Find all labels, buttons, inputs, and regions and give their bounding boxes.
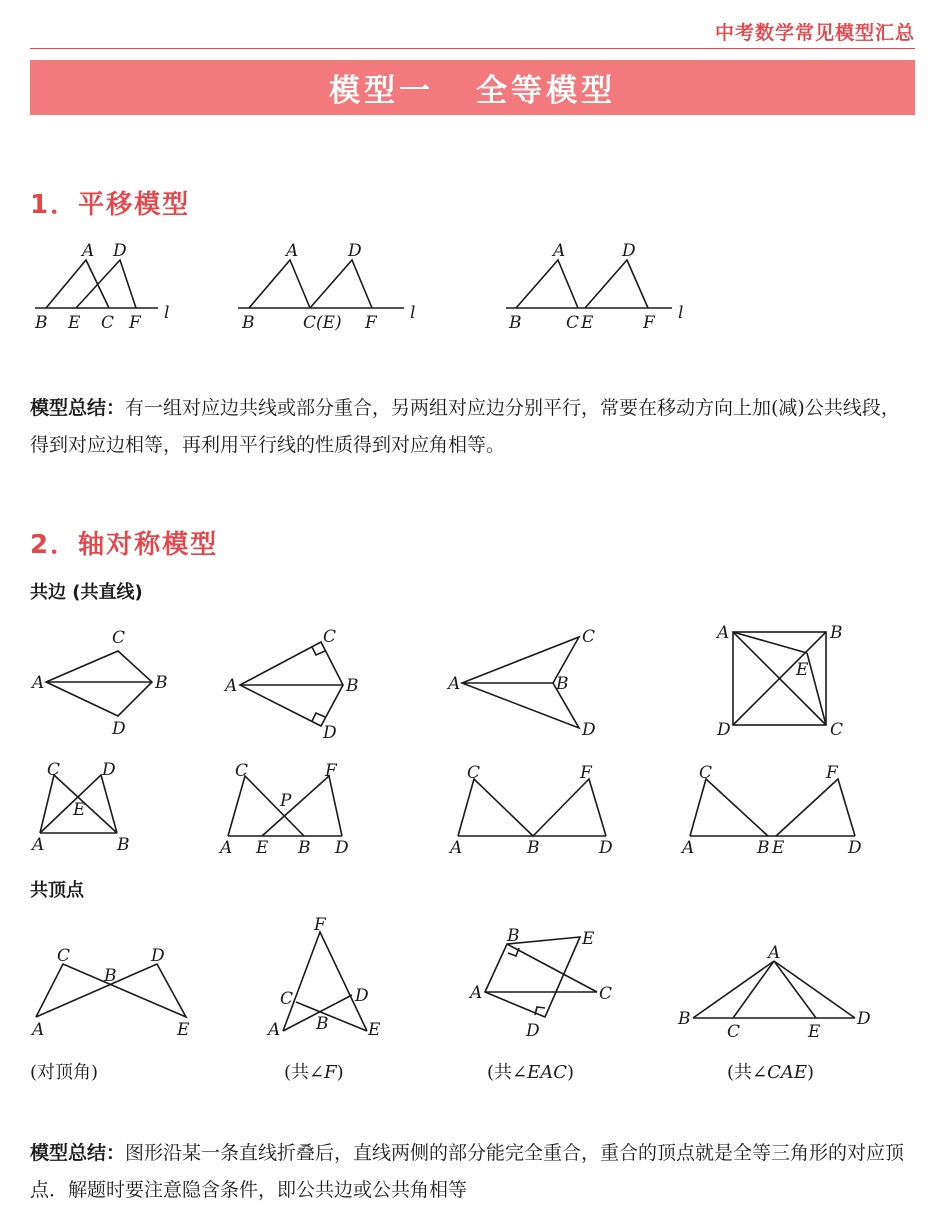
label-A: A <box>32 835 45 855</box>
label-D: D <box>622 241 636 261</box>
label-C: C <box>47 760 61 780</box>
label-A: A <box>225 676 238 696</box>
label-C: C <box>582 627 596 647</box>
label-A: A <box>553 241 566 261</box>
m-shape-figure <box>448 763 613 858</box>
label-F: F <box>325 761 337 781</box>
label-A: A <box>220 838 233 858</box>
kite-figure <box>30 628 168 739</box>
axial-summary <box>30 1135 915 1209</box>
label-C: C <box>599 984 613 1004</box>
label-D: D <box>348 241 362 261</box>
overlap-p-figure <box>218 761 349 858</box>
label-B: B <box>242 313 255 333</box>
banner-model-name: 全等模型 <box>476 73 616 109</box>
label-B: B <box>155 673 168 693</box>
label-A: A <box>286 241 299 261</box>
crossing-triangles-figure <box>30 760 130 855</box>
label-E: E <box>368 1020 381 1040</box>
common-angle-eac-figure <box>468 926 612 1041</box>
label-C: C <box>727 1022 741 1042</box>
label-A: A <box>450 838 463 858</box>
summary-label: 模型总结： <box>30 1142 126 1164</box>
summary-text: 有一组对应边共线或部分重合，另两组对应边分别平行，常要在移动方向上加(减)公共线段，得到对应边相等，再利用平行线的性质得到对应角相等。 <box>30 397 900 456</box>
label-C: C <box>699 763 713 783</box>
label-D: D <box>582 720 596 740</box>
label-l: l <box>678 303 684 323</box>
square-figure <box>715 623 843 740</box>
dart-figure <box>446 627 596 740</box>
label-B: B <box>117 835 130 855</box>
label-F: F <box>643 313 655 333</box>
translation-figure-overlap <box>34 241 169 333</box>
label-E: E <box>772 838 785 858</box>
label-C: C <box>566 313 580 333</box>
label-C: C <box>101 313 115 333</box>
header-title: 中考数学常见模型汇总 <box>714 22 915 44</box>
label-E: E <box>808 1022 821 1042</box>
label-E: E <box>256 838 269 858</box>
sub-label-common-side: 共边 (共直线) <box>30 582 143 603</box>
vertical-angles-figure <box>30 946 190 1040</box>
summary-text: 图形沿某一条直线折叠后，直线两侧的部分能完全重合，重合的顶点就是全等三角形的对应顶点．解题时要注意隐含条件，即公共边或公共角相等 <box>30 1142 905 1201</box>
label-A: A <box>32 673 45 693</box>
sub-label-common-vertex: 共顶点 <box>30 880 84 901</box>
label-D: D <box>151 946 165 966</box>
label-D: D <box>113 241 127 261</box>
label-D: D <box>323 723 337 743</box>
separated-m-figure <box>680 763 862 858</box>
label-l: l <box>410 303 416 323</box>
label-A: A <box>768 943 781 963</box>
label-A: A <box>682 838 695 858</box>
label-D: D <box>355 986 369 1006</box>
caption-common-cae: (共∠CAE) <box>727 1062 815 1083</box>
label-B: B <box>757 838 770 858</box>
label-E: E <box>73 800 86 820</box>
translation-summary <box>30 390 915 464</box>
right-kite-figure <box>223 627 359 743</box>
common-angle-cae-figure <box>677 943 871 1042</box>
label-C: C <box>112 628 126 648</box>
label-D: D <box>112 719 126 739</box>
label-B: B <box>830 623 843 643</box>
label-A: A <box>470 983 483 1003</box>
label-A: A <box>82 241 95 261</box>
label-CE: C(E) <box>303 313 342 333</box>
label-F: F <box>580 763 592 783</box>
caption-common-eac: (共∠EAC) <box>487 1062 575 1083</box>
label-B: B <box>527 838 540 858</box>
label-B: B <box>556 674 569 694</box>
label-B: B <box>298 838 311 858</box>
caption-common-f: (共∠F) <box>284 1062 344 1083</box>
label-B: B <box>104 966 117 986</box>
label-A: A <box>32 1020 45 1040</box>
section-translation-title: 1．平移模型 <box>30 190 191 220</box>
label-C: C <box>57 946 71 966</box>
label-D: D <box>102 760 116 780</box>
caption-vertical-angles: (对顶角) <box>30 1062 99 1083</box>
label-E: E <box>796 660 809 680</box>
label-D: D <box>526 1021 540 1041</box>
label-A: A <box>448 674 461 694</box>
label-D: D <box>848 838 862 858</box>
summary-label: 模型总结： <box>30 397 126 419</box>
label-P: P <box>280 791 292 811</box>
common-angle-f-figure <box>266 915 381 1040</box>
translation-figure-touching <box>238 241 415 333</box>
label-E: E <box>177 1020 190 1040</box>
label-D: D <box>335 838 349 858</box>
translation-figure-separated <box>506 241 683 333</box>
label-B: B <box>316 1014 329 1034</box>
label-B: B <box>35 313 48 333</box>
label-A: A <box>268 1020 281 1040</box>
label-D: D <box>857 1009 871 1029</box>
label-B: B <box>678 1009 691 1029</box>
label-F: F <box>826 763 838 783</box>
label-l: l <box>164 303 170 323</box>
label-C: C <box>323 627 337 647</box>
label-D: D <box>599 838 613 858</box>
label-F: F <box>129 313 141 333</box>
label-E: E <box>581 313 594 333</box>
label-D: D <box>717 720 731 740</box>
label-E: E <box>582 929 595 949</box>
label-A: A <box>717 623 730 643</box>
label-C: C <box>467 763 481 783</box>
label-B: B <box>346 676 359 696</box>
label-C: C <box>830 720 844 740</box>
label-C: C <box>235 761 249 781</box>
section-axial-title: 2．轴对称模型 <box>30 530 219 560</box>
label-F: F <box>365 313 377 333</box>
label-E: E <box>68 313 81 333</box>
banner-model-number: 模型一 <box>329 73 434 109</box>
label-C: C <box>280 989 294 1009</box>
label-B: B <box>509 313 522 333</box>
label-F: F <box>314 915 326 935</box>
label-B: B <box>507 926 520 946</box>
